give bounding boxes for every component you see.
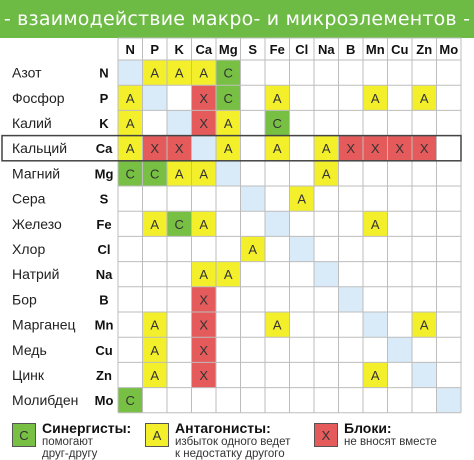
column-header-ca: Ca bbox=[195, 42, 213, 57]
matrix-cell-letter: A bbox=[272, 317, 282, 333]
matrix-cell-letter: C bbox=[150, 166, 160, 182]
row-label-p: Фосфор bbox=[12, 89, 65, 106]
row-symbol-cu: Cu bbox=[95, 342, 113, 358]
matrix-cell-letter: X bbox=[199, 292, 209, 308]
column-header-k: K bbox=[174, 42, 184, 57]
matrix-cell-letter: A bbox=[174, 166, 184, 182]
row-label-mn: Марганец bbox=[12, 316, 76, 333]
matrix-cell-letter: C bbox=[223, 90, 233, 106]
diagonal-cell bbox=[265, 211, 290, 236]
column-header-mn: Mn bbox=[365, 42, 385, 57]
matrix-cell-letter: A bbox=[419, 90, 429, 106]
matrix-cell-letter: X bbox=[370, 141, 380, 157]
diagonal-cell bbox=[363, 312, 388, 337]
row-label-s: Сера bbox=[12, 190, 46, 207]
row-symbol-k: K bbox=[99, 116, 109, 131]
matrix-cell-letter: A bbox=[321, 141, 331, 157]
matrix-cell-letter: C bbox=[223, 65, 233, 81]
column-header-fe: Fe bbox=[269, 42, 285, 57]
row-label-mo: Молибден bbox=[12, 392, 79, 409]
matrix-cell-letter: A bbox=[199, 166, 209, 182]
row-symbol-n: N bbox=[99, 65, 109, 81]
matrix-cell-letter: X bbox=[419, 141, 429, 157]
matrix-cell-letter: C bbox=[125, 166, 135, 182]
matrix-cell-letter: A bbox=[125, 141, 135, 157]
matrix-cell-letter: X bbox=[395, 141, 405, 157]
matrix-cell-letter: A bbox=[199, 65, 209, 81]
matrix-cell-letter: A bbox=[150, 65, 160, 81]
column-header-mo: Mo bbox=[439, 42, 459, 57]
diagonal-cell bbox=[192, 136, 217, 161]
row-symbol-fe: Fe bbox=[96, 216, 112, 232]
row-label-cu: Медь bbox=[12, 341, 47, 358]
matrix-cell-letter: C bbox=[125, 393, 135, 409]
matrix-cell-letter: A bbox=[125, 116, 135, 131]
row-label-cl: Хлор bbox=[12, 241, 46, 257]
row-label-mg: Магний bbox=[12, 165, 61, 182]
row-symbol-mg: Mg bbox=[94, 166, 114, 182]
diagonal-cell bbox=[241, 186, 266, 211]
row-symbol-mn: Mn bbox=[94, 317, 114, 333]
matrix-cell-letter: A bbox=[125, 90, 135, 106]
row-label-b: Бор bbox=[12, 291, 37, 308]
column-header-s: S bbox=[248, 42, 258, 57]
matrix-cell-letter: A bbox=[272, 90, 282, 106]
column-header-p: P bbox=[150, 42, 160, 57]
diagonal-cell bbox=[412, 362, 437, 387]
row-symbol-zn: Zn bbox=[96, 368, 112, 383]
legend-synergist-title: Синергисты: bbox=[42, 420, 132, 436]
row-label-zn: Цинк bbox=[12, 367, 45, 383]
column-header-cl: Cl bbox=[295, 42, 309, 57]
matrix-cell-letter: X bbox=[346, 141, 356, 157]
column-header-na: Na bbox=[317, 42, 335, 57]
row-label-n: Азот bbox=[12, 64, 42, 81]
legend-synergist-line1: помогают bbox=[42, 436, 93, 448]
legend-antagonist-line2: к недостатку другого bbox=[175, 448, 285, 460]
diagonal-cell bbox=[167, 110, 192, 135]
row-symbol-b: B bbox=[99, 292, 109, 308]
matrix-cell-letter: A bbox=[272, 141, 282, 157]
page-title: - взаимодействие макро- и микроэлементов - bbox=[0, 0, 474, 38]
diagonal-cell bbox=[118, 60, 143, 85]
matrix-cell-letter: A bbox=[248, 242, 258, 257]
legend-antagonist-line1: избыток одного ведет bbox=[175, 436, 291, 448]
matrix-cell-letter: X bbox=[199, 90, 209, 106]
diagonal-cell bbox=[216, 161, 241, 186]
diagonal-cell bbox=[290, 236, 315, 261]
diagonal-cell bbox=[339, 287, 364, 312]
row-symbol-mo: Mo bbox=[94, 393, 114, 409]
matrix-cell-letter: X bbox=[199, 342, 209, 358]
row-symbol-s: S bbox=[99, 191, 109, 207]
column-header-zn: Zn bbox=[416, 42, 433, 57]
matrix-cell-letter: A bbox=[370, 216, 380, 232]
matrix-cell-letter: A bbox=[223, 116, 233, 131]
matrix-cell-letter: A bbox=[199, 216, 209, 232]
matrix-cell-letter: X bbox=[199, 317, 209, 333]
matrix-cell-letter: A bbox=[297, 191, 307, 207]
column-header-n: N bbox=[125, 42, 135, 57]
matrix-cell-letter: X bbox=[150, 141, 160, 157]
row-symbol-na: Na bbox=[95, 267, 113, 283]
legend-antagonist-title: Антагонисты: bbox=[175, 420, 271, 436]
row-symbol-p: P bbox=[99, 90, 109, 106]
diagonal-cell bbox=[437, 388, 462, 413]
matrix-cell-letter: A bbox=[223, 267, 233, 283]
row-label-ca: Кальций bbox=[12, 140, 68, 157]
legend bbox=[0, 417, 474, 460]
matrix-cell-letter: X bbox=[199, 116, 209, 131]
column-header-b: B bbox=[346, 42, 356, 57]
legend-block-line1: не вносят вместе bbox=[344, 436, 437, 448]
row-label-fe: Железо bbox=[12, 215, 62, 232]
column-header-cu: Cu bbox=[391, 42, 409, 57]
legend-block-swatch: X bbox=[314, 423, 338, 447]
row-symbol-cl: Cl bbox=[97, 242, 111, 257]
matrix-cell-letter: A bbox=[150, 342, 160, 358]
matrix-cell-letter: A bbox=[150, 216, 160, 232]
matrix-cell-letter: X bbox=[174, 141, 184, 157]
diagonal-cell bbox=[388, 337, 413, 362]
matrix-cell-letter: A bbox=[174, 65, 184, 81]
matrix-cell-letter: A bbox=[223, 141, 233, 157]
matrix-cell-letter: A bbox=[150, 368, 160, 383]
matrix-cell-letter: A bbox=[370, 368, 380, 383]
legend-synergist-line2: друг-другу bbox=[42, 448, 98, 460]
matrix-cell-letter: C bbox=[174, 216, 184, 232]
matrix-cell-letter: X bbox=[199, 368, 209, 383]
diagonal-cell bbox=[314, 262, 339, 287]
matrix-cell-letter: C bbox=[272, 116, 282, 131]
matrix-cell-letter: A bbox=[419, 317, 429, 333]
row-symbol-ca: Ca bbox=[95, 141, 113, 157]
matrix-cell-letter: A bbox=[321, 166, 331, 182]
matrix-cell-letter: A bbox=[199, 267, 209, 283]
matrix-cell-letter: A bbox=[150, 317, 160, 333]
legend-synergist-swatch: C bbox=[12, 423, 36, 447]
diagonal-cell bbox=[143, 85, 168, 110]
legend-block-title: Блоки: bbox=[344, 420, 392, 436]
row-label-na: Натрий bbox=[12, 266, 60, 283]
row-label-k: Калий bbox=[12, 115, 52, 131]
column-header-mg: Mg bbox=[218, 42, 238, 57]
legend-antagonist-swatch: A bbox=[145, 423, 169, 447]
matrix-cell-letter: A bbox=[370, 90, 380, 106]
